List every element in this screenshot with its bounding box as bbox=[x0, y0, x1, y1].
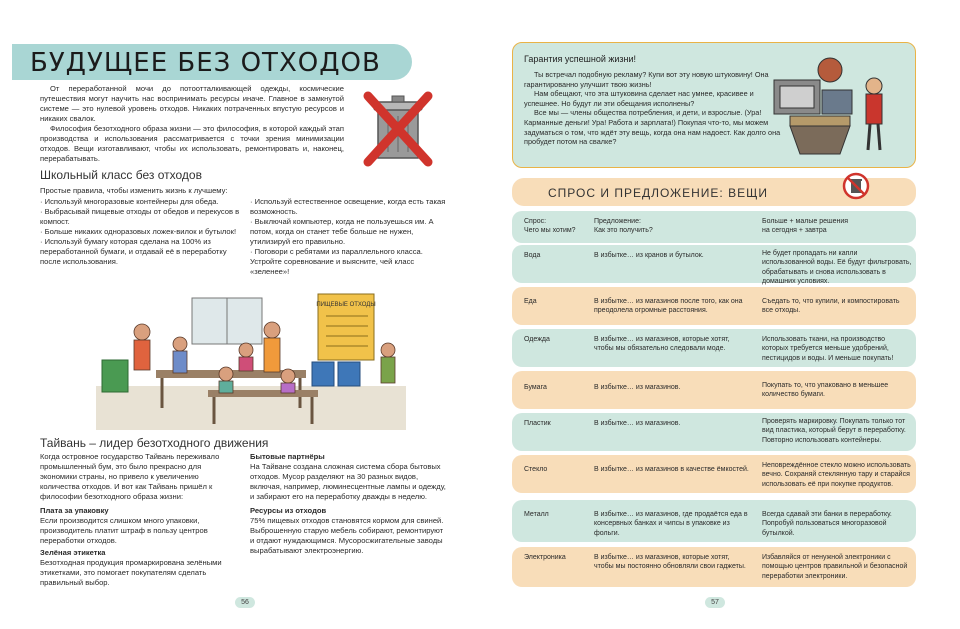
table-row bbox=[512, 245, 916, 283]
row-supply: В избытке… из кранов и бутылок. bbox=[594, 252, 704, 259]
row-supply: В избытке… из магазинов в качестве ёмкостей. bbox=[594, 466, 749, 473]
list-item: · Используй естественное освещение, когда есть такая возможность. bbox=[250, 197, 446, 216]
page-number-left: 56 bbox=[235, 597, 255, 608]
table-row bbox=[512, 371, 916, 409]
guarantee-paragraph: Ты встречал подобную рекламу? Купи вот эту новую штуковину! Она гарантированно улучшит твою жизнь! bbox=[524, 70, 769, 89]
section-heading: Бытовые партнёры bbox=[250, 452, 325, 461]
list-item: · Поговори с ребятами из параллельного класса. Устройте соревнование и выясните, чей класс «зеленее»! bbox=[250, 247, 423, 276]
supply-demand-title: СПРОС И ПРЕДЛОЖЕНИЕ: ВЕЩИ bbox=[548, 186, 768, 200]
row-item: Стекло bbox=[524, 466, 548, 473]
section-heading: Ресурсы из отходов bbox=[250, 506, 327, 515]
row-solution: Покупать то, что упаковано в меньшее количество бумаги. bbox=[762, 382, 889, 399]
food-waste-poster: ПИЩЕВЫЕ ОТХОДЫ bbox=[316, 302, 376, 308]
guarantee-paragraph: Все мы — члены общества потребления, и дети, и взрослые. (Ура! Карманные деньги! Ура! Работа и зарплата!) Покупая что-то, мы можем задуматься о том, что ждёт эту вещь, когда она нам надоест. Как долго она пробудет потом на свалке? bbox=[524, 108, 781, 147]
header-demand: Спрос: Чего мы хотим? bbox=[524, 218, 576, 235]
intro-paragraph: Философия безотходного образа жизни — это философия, в которой каждый этап производства и использования рассматривается с точки зрения минимизации отходов. Вещи изготавливают, чтобы их использовать, ремонтировать и, наконец, перерабатывать. bbox=[40, 124, 344, 163]
classroom-illustration bbox=[96, 290, 406, 435]
row-supply: В избытке… из магазинов, где продаётся еда в консервных банках и чипсы в упаковке из фольги. bbox=[594, 511, 748, 537]
row-solution: Использовать ткани, на производство которых требуется меньше удобрений, пестицидов и воды. И меньше покупать! bbox=[762, 336, 894, 362]
taiwan-heading: Тайвань – лидер безотходного движения bbox=[40, 436, 269, 450]
taiwan-intro: Когда островное государство Тайвань переживало промышленный бум, это было прекрасно для экономики страны, но привело к увеличению количества отходов. И вот как Тайвань пришёл к философии безотходного образа жизни: bbox=[40, 452, 220, 501]
section-text: 75% пищевых отходов становятся кормом для свиней. Выброшенную старую мебель собирают, ремонтируют и отдают нуждающимся. Мусоросжигательные заводы вырабатывают электроэнергию. bbox=[250, 516, 444, 555]
taiwan-col1 bbox=[40, 506, 236, 588]
intro-text bbox=[40, 84, 344, 164]
section-text: На Тайване создана сложная система сбора бытовых отходов. Мусор разделяют на 30 разных видов, включая, например, люминесцентные лампы и одежду, и забирают его на переработку дважды в неделю. bbox=[250, 462, 446, 501]
row-supply: В избытке… из магазинов. bbox=[594, 384, 681, 391]
page-title: БУДУЩЕЕ БЕЗ ОТХОДОВ bbox=[30, 48, 381, 78]
header-solution: Больше + малые решения на сегодня + завтра bbox=[762, 218, 849, 235]
table-row bbox=[512, 500, 916, 542]
page-number-right: 57 bbox=[705, 597, 725, 608]
row-solution: Проверять маркировку. Покупать только тот вид пластика, который берут в переработку. Повторно использовать контейнеры. bbox=[762, 418, 906, 444]
row-item: Электроника bbox=[524, 554, 566, 561]
school-lead: Простые правила, чтобы изменить жизнь к лучшему: bbox=[40, 186, 228, 195]
row-solution: Неповреждённое стекло можно использовать вечно. Сохраняй стеклянную тару и старайся использовать её при покупке продуктов. bbox=[762, 462, 911, 488]
section-heading: Плата за упаковку bbox=[40, 506, 109, 515]
row-item: Вода bbox=[524, 252, 541, 259]
row-item: Металл bbox=[524, 511, 549, 518]
table-row bbox=[512, 329, 916, 367]
row-solution: Не будет пропадать ни капли использованной воды. Её будут фильтровать, обрабатывать и снова использовать в домашних условиях. bbox=[762, 250, 912, 285]
row-solution: Избавляйся от ненужной электроники с помощью центров правильной и безопасной переработки электроники. bbox=[762, 554, 908, 580]
no-trash-icon bbox=[842, 172, 870, 205]
taiwan-col2 bbox=[250, 452, 448, 556]
row-item: Пластик bbox=[524, 420, 551, 427]
list-item: · Выключай компьютер, когда не пользуешься им. А потом, когда он станет тебе больше не нужен, утилизируй его правильно. bbox=[250, 217, 434, 246]
row-item: Еда bbox=[524, 298, 537, 305]
table-row bbox=[512, 547, 916, 587]
row-solution: Всегда сдавай эти банки в переработку. Попробуй пользоваться многоразовой бутылкой. bbox=[762, 511, 892, 537]
table-row bbox=[512, 413, 916, 451]
row-supply: В избытке… из магазинов после того, как она преодолела огромные расстояния. bbox=[594, 298, 743, 315]
table-row bbox=[512, 455, 916, 493]
row-solution: Съедать то, что купили, и компостировать все отходы. bbox=[762, 298, 900, 315]
junk-pile-illustration bbox=[770, 50, 900, 167]
header-supply: Предложение: Как это получить? bbox=[594, 218, 653, 235]
guarantee-text bbox=[524, 70, 784, 147]
list-item: · Выбрасывай пищевые отходы от обедов и перекусов в компост. bbox=[40, 207, 240, 226]
row-supply: В избытке… из магазинов. bbox=[594, 420, 681, 427]
section-heading: Зелёная этикетка bbox=[40, 548, 106, 557]
school-rules-col1 bbox=[40, 197, 240, 267]
row-item: Бумага bbox=[524, 384, 547, 391]
school-rules-col2 bbox=[250, 197, 450, 277]
crossed-trash-can-icon bbox=[362, 90, 434, 173]
table-row bbox=[512, 287, 916, 325]
row-supply: В избытке… из магазинов, которые хотят, чтобы мы постоянно обновляли свои гаджеты. bbox=[594, 554, 746, 571]
school-heading: Школьный класс без отходов bbox=[40, 168, 202, 182]
list-item: · Используй бумагу которая сделана на 100% из переработанной бумаги, и отдавай её в переработку после использования. bbox=[40, 237, 227, 266]
guarantee-heading: Гарантия успешной жизни! bbox=[524, 54, 637, 64]
table-header bbox=[512, 211, 916, 243]
row-item: Одежда bbox=[524, 336, 550, 343]
section-text: Если производится слишком много упаковки, производитель платит штраф в пользу центров переработки отходов. bbox=[40, 516, 208, 545]
row-supply: В избытке… из магазинов, которые хотят, чтобы мы обязательно следовали моде. bbox=[594, 336, 730, 353]
intro-paragraph: От переработанной мочи до потоотталкивающей одежды, космические путешествия могут научить нас воспринимать ресурсы иначе. Главное в замкнутой системе — это нулевой уровень отходов. Никаких потраченных впустую ресурсов и никаких свалок. bbox=[40, 84, 344, 123]
list-item: · Больше никаких одноразовых ложек-вилок и бутылок! bbox=[40, 227, 237, 236]
list-item: · Используй многоразовые контейнеры для обеда. bbox=[40, 197, 219, 206]
section-text: Безотходная продукция промаркирована зелёными этикетками, это помогает покупателям сделать правильный выбор. bbox=[40, 558, 222, 587]
guarantee-paragraph: Нам обещают, что эта штуковина сделает нас умнее, красивее и успешнее. Но будут ли эти обещания исполнены? bbox=[524, 89, 754, 108]
